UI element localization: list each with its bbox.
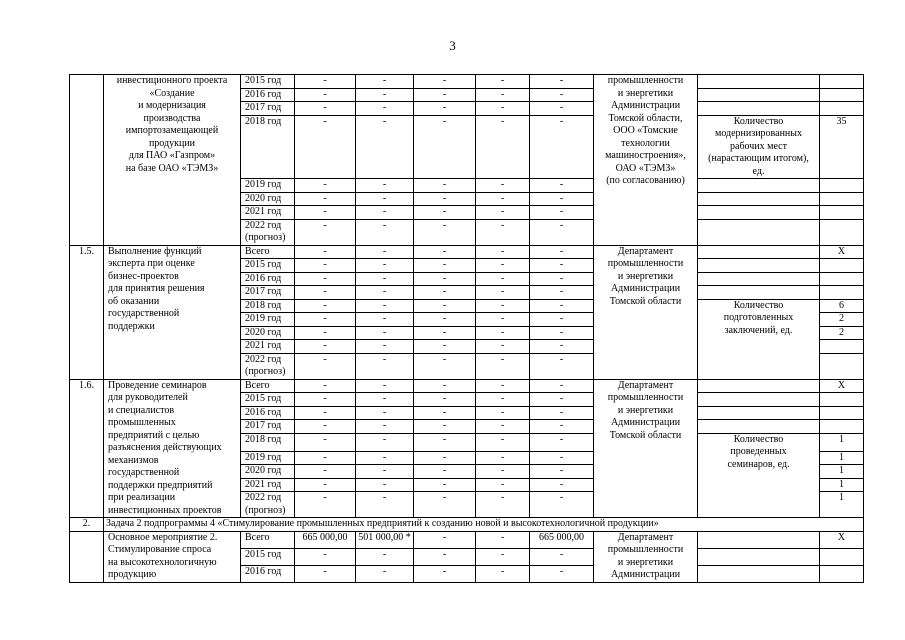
year-cell: 2018 год xyxy=(241,115,295,179)
finance-cell: - xyxy=(295,492,356,518)
indicator-name xyxy=(698,286,820,300)
indicator-value: 1 xyxy=(820,492,864,518)
finance-cell: - xyxy=(414,88,476,102)
finance-cell: - xyxy=(414,548,476,565)
finance-cell: 665 000,00 xyxy=(295,531,356,548)
table-row xyxy=(70,75,864,89)
indicator-name xyxy=(698,179,820,193)
finance-cell: - xyxy=(414,379,476,393)
executor-cell: Департамент промышленности и энергетики Администрации Томской области xyxy=(594,379,698,518)
executor-cell: промышленности и энергетики Администрации Томской области, ООО «Томские технологии машиностроения», ОАО «ТЭМЗ» (по согласованию) xyxy=(594,75,698,246)
finance-cell: - xyxy=(356,565,414,582)
finance-cell: - xyxy=(295,102,356,116)
finance-cell: - xyxy=(476,102,530,116)
indicator-value xyxy=(820,406,864,420)
year-cell: 2020 год xyxy=(241,192,295,206)
indicator-value xyxy=(820,353,864,379)
finance-cell: - xyxy=(476,299,530,313)
finance-cell: - xyxy=(530,451,594,465)
finance-cell: - xyxy=(414,259,476,273)
indicator-name: Количество подготовленных заключений, ед. xyxy=(698,299,820,379)
finance-cell: - xyxy=(295,259,356,273)
indicator-name xyxy=(698,259,820,273)
finance-cell: - xyxy=(476,406,530,420)
indicator-name xyxy=(698,206,820,220)
measure-name: инвестиционного проекта «Создание и модернизация производства импортозамещающей продукции для ПАО «Газпром» на базе ОАО «ТЭМЗ» xyxy=(104,75,241,246)
indicator-name: Количество модернизированных рабочих мест (нарастающим итогом), ед. xyxy=(698,115,820,179)
finance-cell: - xyxy=(476,451,530,465)
year-cell: 2022 год (прогноз) xyxy=(241,492,295,518)
finance-cell: - xyxy=(414,393,476,407)
finance-cell: - xyxy=(295,115,356,179)
finance-cell: - xyxy=(356,115,414,179)
finance-cell: - xyxy=(414,326,476,340)
finance-cell: - xyxy=(295,219,356,245)
finance-cell: - xyxy=(295,393,356,407)
indicator-value xyxy=(820,420,864,434)
indicator-value: 1 xyxy=(820,465,864,479)
finance-cell: - xyxy=(530,179,594,193)
finance-cell: - xyxy=(414,219,476,245)
finance-cell: - xyxy=(414,115,476,179)
finance-cell: - xyxy=(414,179,476,193)
finance-cell: - xyxy=(356,102,414,116)
indicator-value xyxy=(820,565,864,582)
finance-cell: - xyxy=(530,478,594,492)
indicator-value xyxy=(820,192,864,206)
year-cell: 2020 год xyxy=(241,326,295,340)
indicator-name xyxy=(698,565,820,582)
finance-cell: - xyxy=(414,451,476,465)
finance-cell: - xyxy=(530,420,594,434)
finance-cell: - xyxy=(476,259,530,273)
indicator-value: 1 xyxy=(820,451,864,465)
year-cell: 2015 год xyxy=(241,75,295,89)
finance-cell: - xyxy=(356,353,414,379)
finance-cell: - xyxy=(476,492,530,518)
finance-cell: 501 000,00 * xyxy=(356,531,414,548)
finance-cell: - xyxy=(414,406,476,420)
finance-cell: - xyxy=(476,326,530,340)
finance-cell: - xyxy=(530,548,594,565)
finance-cell: - xyxy=(356,393,414,407)
finance-cell: - xyxy=(530,313,594,327)
finance-cell: - xyxy=(356,340,414,354)
year-cell: 2016 год xyxy=(241,565,295,582)
finance-cell: - xyxy=(476,548,530,565)
task-num: 2. xyxy=(70,518,104,532)
finance-cell: - xyxy=(414,465,476,479)
finance-cell: - xyxy=(476,420,530,434)
finance-cell: - xyxy=(295,326,356,340)
finance-cell: - xyxy=(295,192,356,206)
indicator-value xyxy=(820,548,864,565)
indicator-name xyxy=(698,272,820,286)
finance-cell: - xyxy=(414,102,476,116)
finance-cell: - xyxy=(356,206,414,220)
finance-cell: - xyxy=(476,286,530,300)
finance-cell: - xyxy=(476,115,530,179)
executor-cell: Департамент промышленности и энергетики Администрации Томской области xyxy=(594,245,698,379)
year-cell: 2017 год xyxy=(241,420,295,434)
finance-cell: - xyxy=(530,492,594,518)
finance-cell: - xyxy=(356,326,414,340)
year-cell: 2015 год xyxy=(241,393,295,407)
finance-cell: - xyxy=(356,451,414,465)
finance-cell: - xyxy=(414,313,476,327)
finance-cell: - xyxy=(530,272,594,286)
year-cell: 2022 год (прогноз) xyxy=(241,353,295,379)
finance-cell: - xyxy=(295,88,356,102)
indicator-name: Количество проведенных семинаров, ед. xyxy=(698,433,820,518)
year-cell: 2018 год xyxy=(241,433,295,451)
finance-cell: - xyxy=(356,259,414,273)
year-cell: 2021 год xyxy=(241,206,295,220)
finance-cell: - xyxy=(356,219,414,245)
finance-cell: - xyxy=(295,420,356,434)
year-cell: 2016 год xyxy=(241,88,295,102)
finance-cell: - xyxy=(530,245,594,259)
finance-cell: - xyxy=(414,492,476,518)
finance-cell: - xyxy=(530,192,594,206)
finance-cell: - xyxy=(356,420,414,434)
indicator-name xyxy=(698,420,820,434)
year-cell: 2016 год xyxy=(241,406,295,420)
finance-cell: - xyxy=(295,548,356,565)
indicator-name xyxy=(698,406,820,420)
finance-cell: - xyxy=(356,433,414,451)
measure-name: Выполнение функций эксперта при оценке бизнес-проектов для принятия решения об оказании государственной поддержки xyxy=(104,245,241,379)
num-cell xyxy=(70,531,104,582)
year-cell: Всего xyxy=(241,379,295,393)
indicator-value xyxy=(820,272,864,286)
finance-cell: - xyxy=(295,299,356,313)
indicator-value: X xyxy=(820,245,864,259)
num-cell: 1.6. xyxy=(70,379,104,518)
finance-cell: - xyxy=(414,531,476,548)
year-cell: 2019 год xyxy=(241,313,295,327)
indicator-name xyxy=(698,219,820,245)
finance-cell: - xyxy=(356,88,414,102)
indicator-value xyxy=(820,286,864,300)
indicator-value xyxy=(820,219,864,245)
indicator-name xyxy=(698,75,820,89)
page-number: 3 xyxy=(449,38,456,53)
indicator-name xyxy=(698,192,820,206)
finance-cell: - xyxy=(295,313,356,327)
indicator-name xyxy=(698,531,820,548)
finance-cell: - xyxy=(356,492,414,518)
year-cell: 2016 год xyxy=(241,272,295,286)
task-row xyxy=(70,518,864,532)
finance-cell: - xyxy=(414,245,476,259)
finance-cell: - xyxy=(414,75,476,89)
finance-cell: - xyxy=(530,465,594,479)
finance-cell: - xyxy=(414,206,476,220)
executor-cell: Департамент промышленности и энергетики Администрации xyxy=(594,531,698,582)
finance-cell: - xyxy=(295,379,356,393)
finance-cell: - xyxy=(476,313,530,327)
indicator-value: X xyxy=(820,379,864,393)
finance-cell: - xyxy=(295,353,356,379)
indicator-name xyxy=(698,548,820,565)
indicator-value: 6 xyxy=(820,299,864,313)
finance-cell: - xyxy=(414,340,476,354)
finance-cell: - xyxy=(476,531,530,548)
finance-cell: - xyxy=(530,379,594,393)
finance-cell: - xyxy=(356,379,414,393)
finance-cell: - xyxy=(530,286,594,300)
finance-cell: - xyxy=(414,192,476,206)
finance-cell: - xyxy=(414,286,476,300)
finance-cell: - xyxy=(530,353,594,379)
finance-cell: - xyxy=(356,299,414,313)
indicator-name xyxy=(698,379,820,393)
indicator-value: 1 xyxy=(820,478,864,492)
finance-cell: - xyxy=(530,299,594,313)
finance-cell: - xyxy=(295,179,356,193)
finance-cell: - xyxy=(530,259,594,273)
finance-cell: - xyxy=(414,565,476,582)
finance-cell: - xyxy=(295,406,356,420)
indicator-value xyxy=(820,206,864,220)
num-cell: 1.5. xyxy=(70,245,104,379)
indicator-value xyxy=(820,102,864,116)
finance-cell: - xyxy=(356,406,414,420)
table-row xyxy=(70,379,864,393)
finance-cell: - xyxy=(295,451,356,465)
finance-cell: - xyxy=(295,340,356,354)
finance-cell: 665 000,00 xyxy=(530,531,594,548)
indicator-name xyxy=(698,88,820,102)
year-cell: Всего xyxy=(241,531,295,548)
finance-cell: - xyxy=(414,433,476,451)
finance-cell: - xyxy=(356,313,414,327)
indicator-value xyxy=(820,259,864,273)
table-body xyxy=(70,75,864,583)
year-cell: Всего xyxy=(241,245,295,259)
year-cell: 2020 год xyxy=(241,465,295,479)
indicator-value xyxy=(820,88,864,102)
indicator-value: 1 xyxy=(820,433,864,451)
indicator-name xyxy=(698,245,820,259)
finance-cell: - xyxy=(530,326,594,340)
finance-cell: - xyxy=(356,286,414,300)
indicator-value xyxy=(820,340,864,354)
year-cell: 2015 год xyxy=(241,548,295,565)
year-cell: 2019 год xyxy=(241,179,295,193)
indicator-value: 2 xyxy=(820,326,864,340)
finance-cell: - xyxy=(295,75,356,89)
finance-cell: - xyxy=(530,115,594,179)
finance-cell: - xyxy=(476,478,530,492)
year-cell: 2015 год xyxy=(241,259,295,273)
measure-name: Проведение семинаров для руководителей и специалистов промышленных предприятий с целью разъяснения действующих механизмов государственной поддержки предприятий при реализации инвестиционных проектов xyxy=(104,379,241,518)
finance-cell: - xyxy=(476,179,530,193)
finance-cell: - xyxy=(356,465,414,479)
finance-cell: - xyxy=(530,206,594,220)
num-cell xyxy=(70,75,104,246)
finance-cell: - xyxy=(414,272,476,286)
finance-cell: - xyxy=(414,420,476,434)
finance-cell: - xyxy=(476,353,530,379)
indicator-value: 2 xyxy=(820,313,864,327)
finance-cell: - xyxy=(530,433,594,451)
finance-cell: - xyxy=(476,206,530,220)
indicator-value xyxy=(820,179,864,193)
finance-cell: - xyxy=(356,548,414,565)
finance-cell: - xyxy=(356,75,414,89)
finance-cell: - xyxy=(476,219,530,245)
finance-cell: - xyxy=(356,245,414,259)
finance-cell: - xyxy=(356,192,414,206)
finance-cell: - xyxy=(414,478,476,492)
table-row xyxy=(70,245,864,259)
finance-cell: - xyxy=(476,465,530,479)
finance-cell: - xyxy=(295,206,356,220)
finance-cell: - xyxy=(476,379,530,393)
finance-cell: - xyxy=(295,565,356,582)
finance-cell: - xyxy=(530,75,594,89)
finance-cell: - xyxy=(295,245,356,259)
indicator-value xyxy=(820,75,864,89)
indicator-value: X xyxy=(820,531,864,548)
finance-cell: - xyxy=(530,88,594,102)
year-cell: 2019 год xyxy=(241,451,295,465)
finance-cell: - xyxy=(476,272,530,286)
finance-cell: - xyxy=(476,433,530,451)
finance-cell: - xyxy=(530,340,594,354)
indicator-name xyxy=(698,393,820,407)
finance-cell: - xyxy=(476,75,530,89)
table-row xyxy=(70,531,864,548)
finance-cell: - xyxy=(530,102,594,116)
finance-cell: - xyxy=(414,299,476,313)
finance-cell: - xyxy=(476,565,530,582)
year-cell: 2021 год xyxy=(241,478,295,492)
finance-cell: - xyxy=(295,433,356,451)
program-table xyxy=(69,74,864,583)
finance-cell: - xyxy=(530,393,594,407)
year-cell: 2022 год (прогноз) xyxy=(241,219,295,245)
finance-cell: - xyxy=(295,478,356,492)
year-cell: 2018 год xyxy=(241,299,295,313)
indicator-name xyxy=(698,102,820,116)
finance-cell: - xyxy=(530,219,594,245)
finance-cell: - xyxy=(356,478,414,492)
finance-cell: - xyxy=(476,393,530,407)
finance-cell: - xyxy=(295,286,356,300)
finance-cell: - xyxy=(295,272,356,286)
indicator-value: 35 xyxy=(820,115,864,179)
year-cell: 2021 год xyxy=(241,340,295,354)
finance-cell: - xyxy=(476,88,530,102)
finance-cell: - xyxy=(530,406,594,420)
finance-cell: - xyxy=(414,353,476,379)
finance-cell: - xyxy=(356,272,414,286)
finance-cell: - xyxy=(476,192,530,206)
finance-cell: - xyxy=(356,179,414,193)
finance-cell: - xyxy=(530,565,594,582)
measure-name: Основное мероприятие 2. Стимулирование спроса на высокотехнологичную продукцию xyxy=(104,531,241,582)
finance-cell: - xyxy=(476,340,530,354)
task-text: Задача 2 подпрограммы 4 «Стимулирование промышленных предприятий к созданию новой и высокотехнологичной продукции» xyxy=(104,518,864,532)
indicator-value xyxy=(820,393,864,407)
finance-cell: - xyxy=(476,245,530,259)
year-cell: 2017 год xyxy=(241,286,295,300)
finance-cell: - xyxy=(295,465,356,479)
year-cell: 2017 год xyxy=(241,102,295,116)
